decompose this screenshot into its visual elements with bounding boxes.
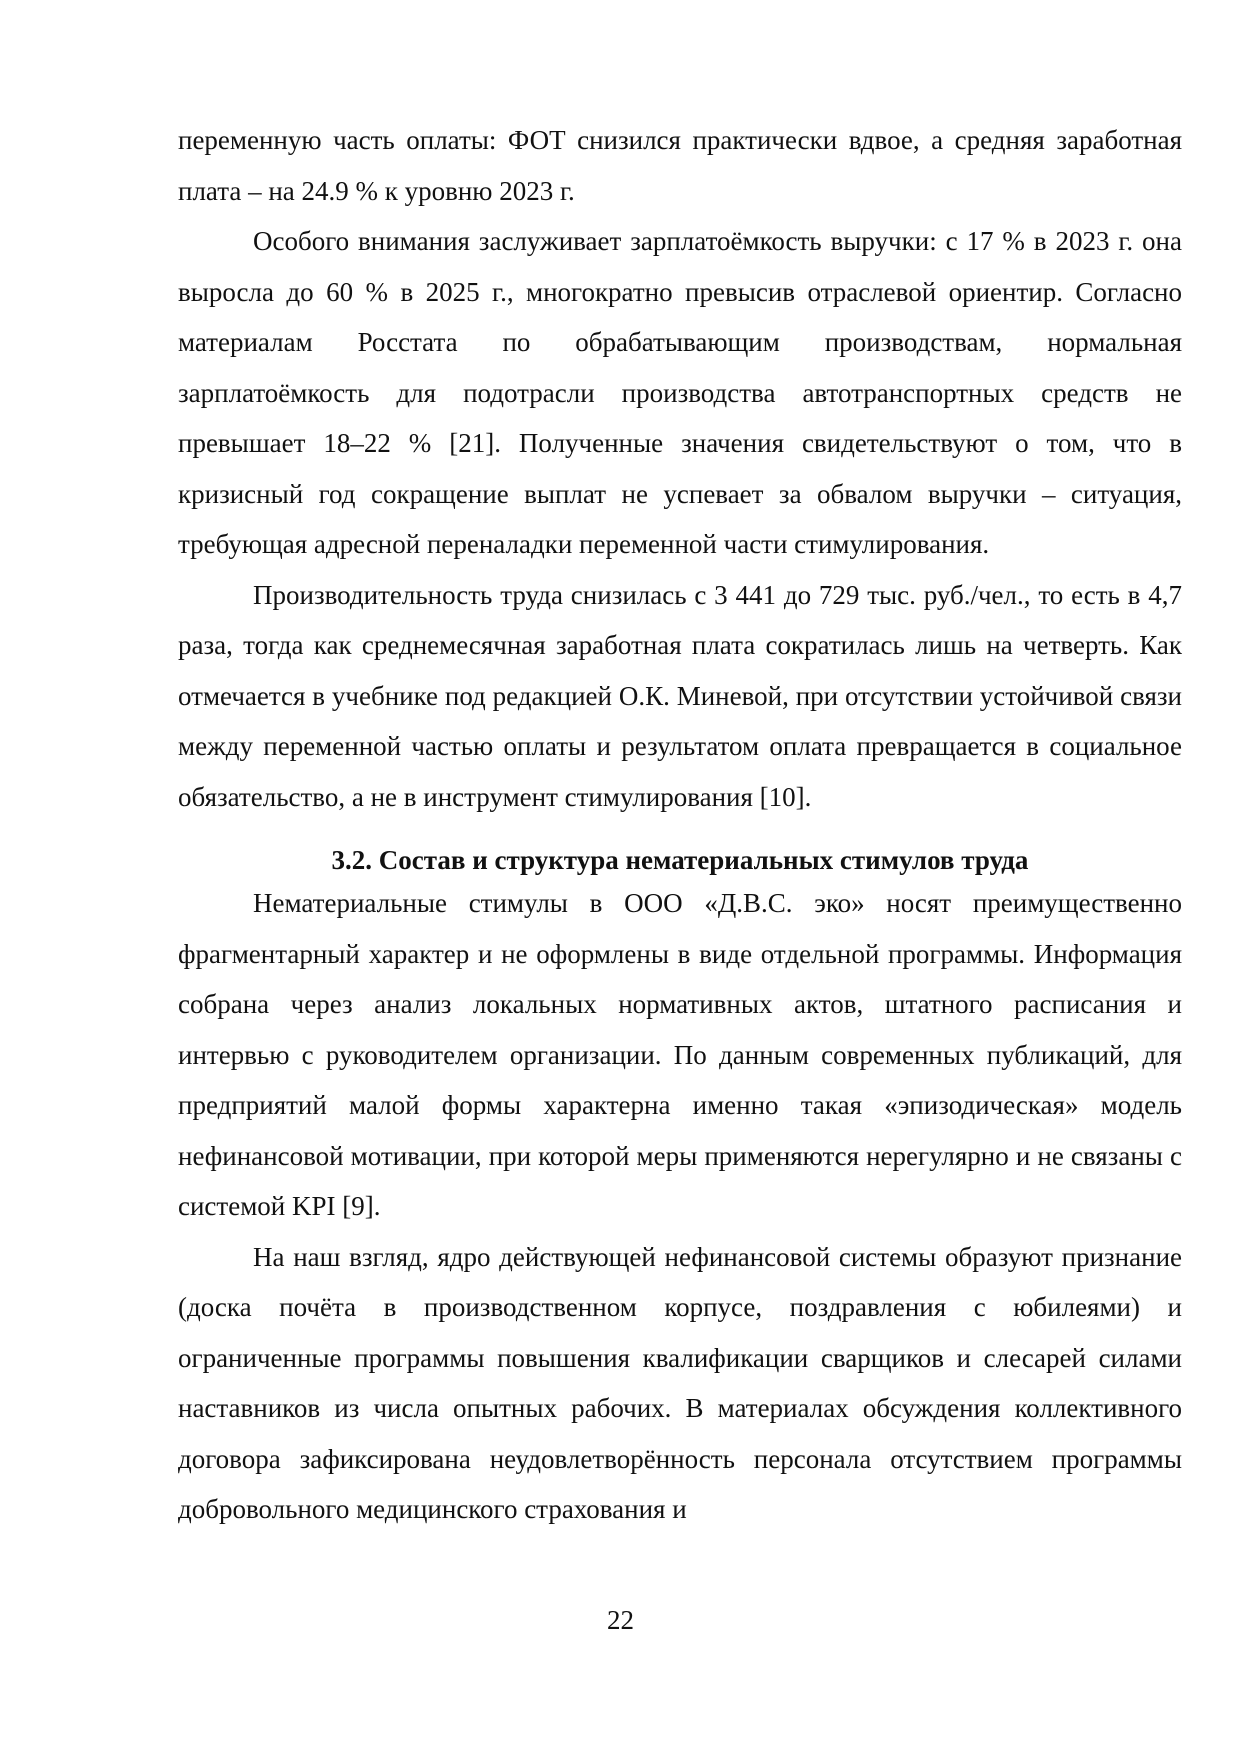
paragraph-productivity: Производительность труда снизилась с 3 441 до 729 тыс. руб./чел., то есть в 4,7 раза, тогда как среднемесячная заработная плата сократилась лишь на четверть. Как отмечается в учебнике под редакцией О.К. Миневой, при отсутствии устойчивой связи между переменной частью оплаты и результатом оплата превращается в социальное обязательство, а не в инструмент стимулирования [10]. <box>178 579 1182 812</box>
paragraph-nonmaterial-stimuli: Нематериальные стимулы в ООО «Д.В.С. эко» носят преимущественно фрагментарный характер и не оформлены в виде отдельной программы. Информация собрана через анализ локальных нормативных актов, штатного расписания и интервью с руководителем организации. По данным современных публикаций, для предприятий малой формы характерна именно такая «эпизодическая» модель нефинансовой мотивации, при которой меры применяются нерегулярно и не связаны с системой KPI [9]. <box>178 888 1182 1221</box>
paragraph-nonfinancial-core: На наш взгляд, ядро действующей нефинансовой системы образуют признание (доска почёта в производственном корпусе, поздравления с юбилеями) и ограниченные программы повышения квалификации сварщиков и слесарей силами наставников из числа опытных рабочих. В материалах обсуждения коллективного договора зафиксирована неудовлетворённость персонала отсутствием программы добровольного медицинского страхования и <box>178 1241 1182 1524</box>
paragraph-wage-intensity: Особого внимания заслуживает зарплатоёмкость выручки: с 17 % в 2023 г. она выросла до 60 % в 2025 г., многократно превысив отраслевой ориентир. Согласно материалам Росстата по обрабатывающим производствам, нормальная зарплатоёмкость для подотрасли производства автотранспортных средств не превышает 18–22 % [21]. Полученные значения свидетельствуют о том, что в кризисный год сокращение выплат не успевает за обвалом выручки – ситуация, требующая адресной переналадки переменной части стимулирования. <box>178 226 1182 559</box>
section-heading: 3.2. Состав и структура нематериальных стимулов труда <box>331 845 1029 875</box>
document-page-body <box>178 115 1182 1535</box>
page-number: 22 <box>607 1605 634 1635</box>
paragraph-continued: переменную часть оплаты: ФОТ снизился практически вдвое, а средняя заработная плата – на 24.9 % к уровню 2023 г. <box>178 125 1182 206</box>
